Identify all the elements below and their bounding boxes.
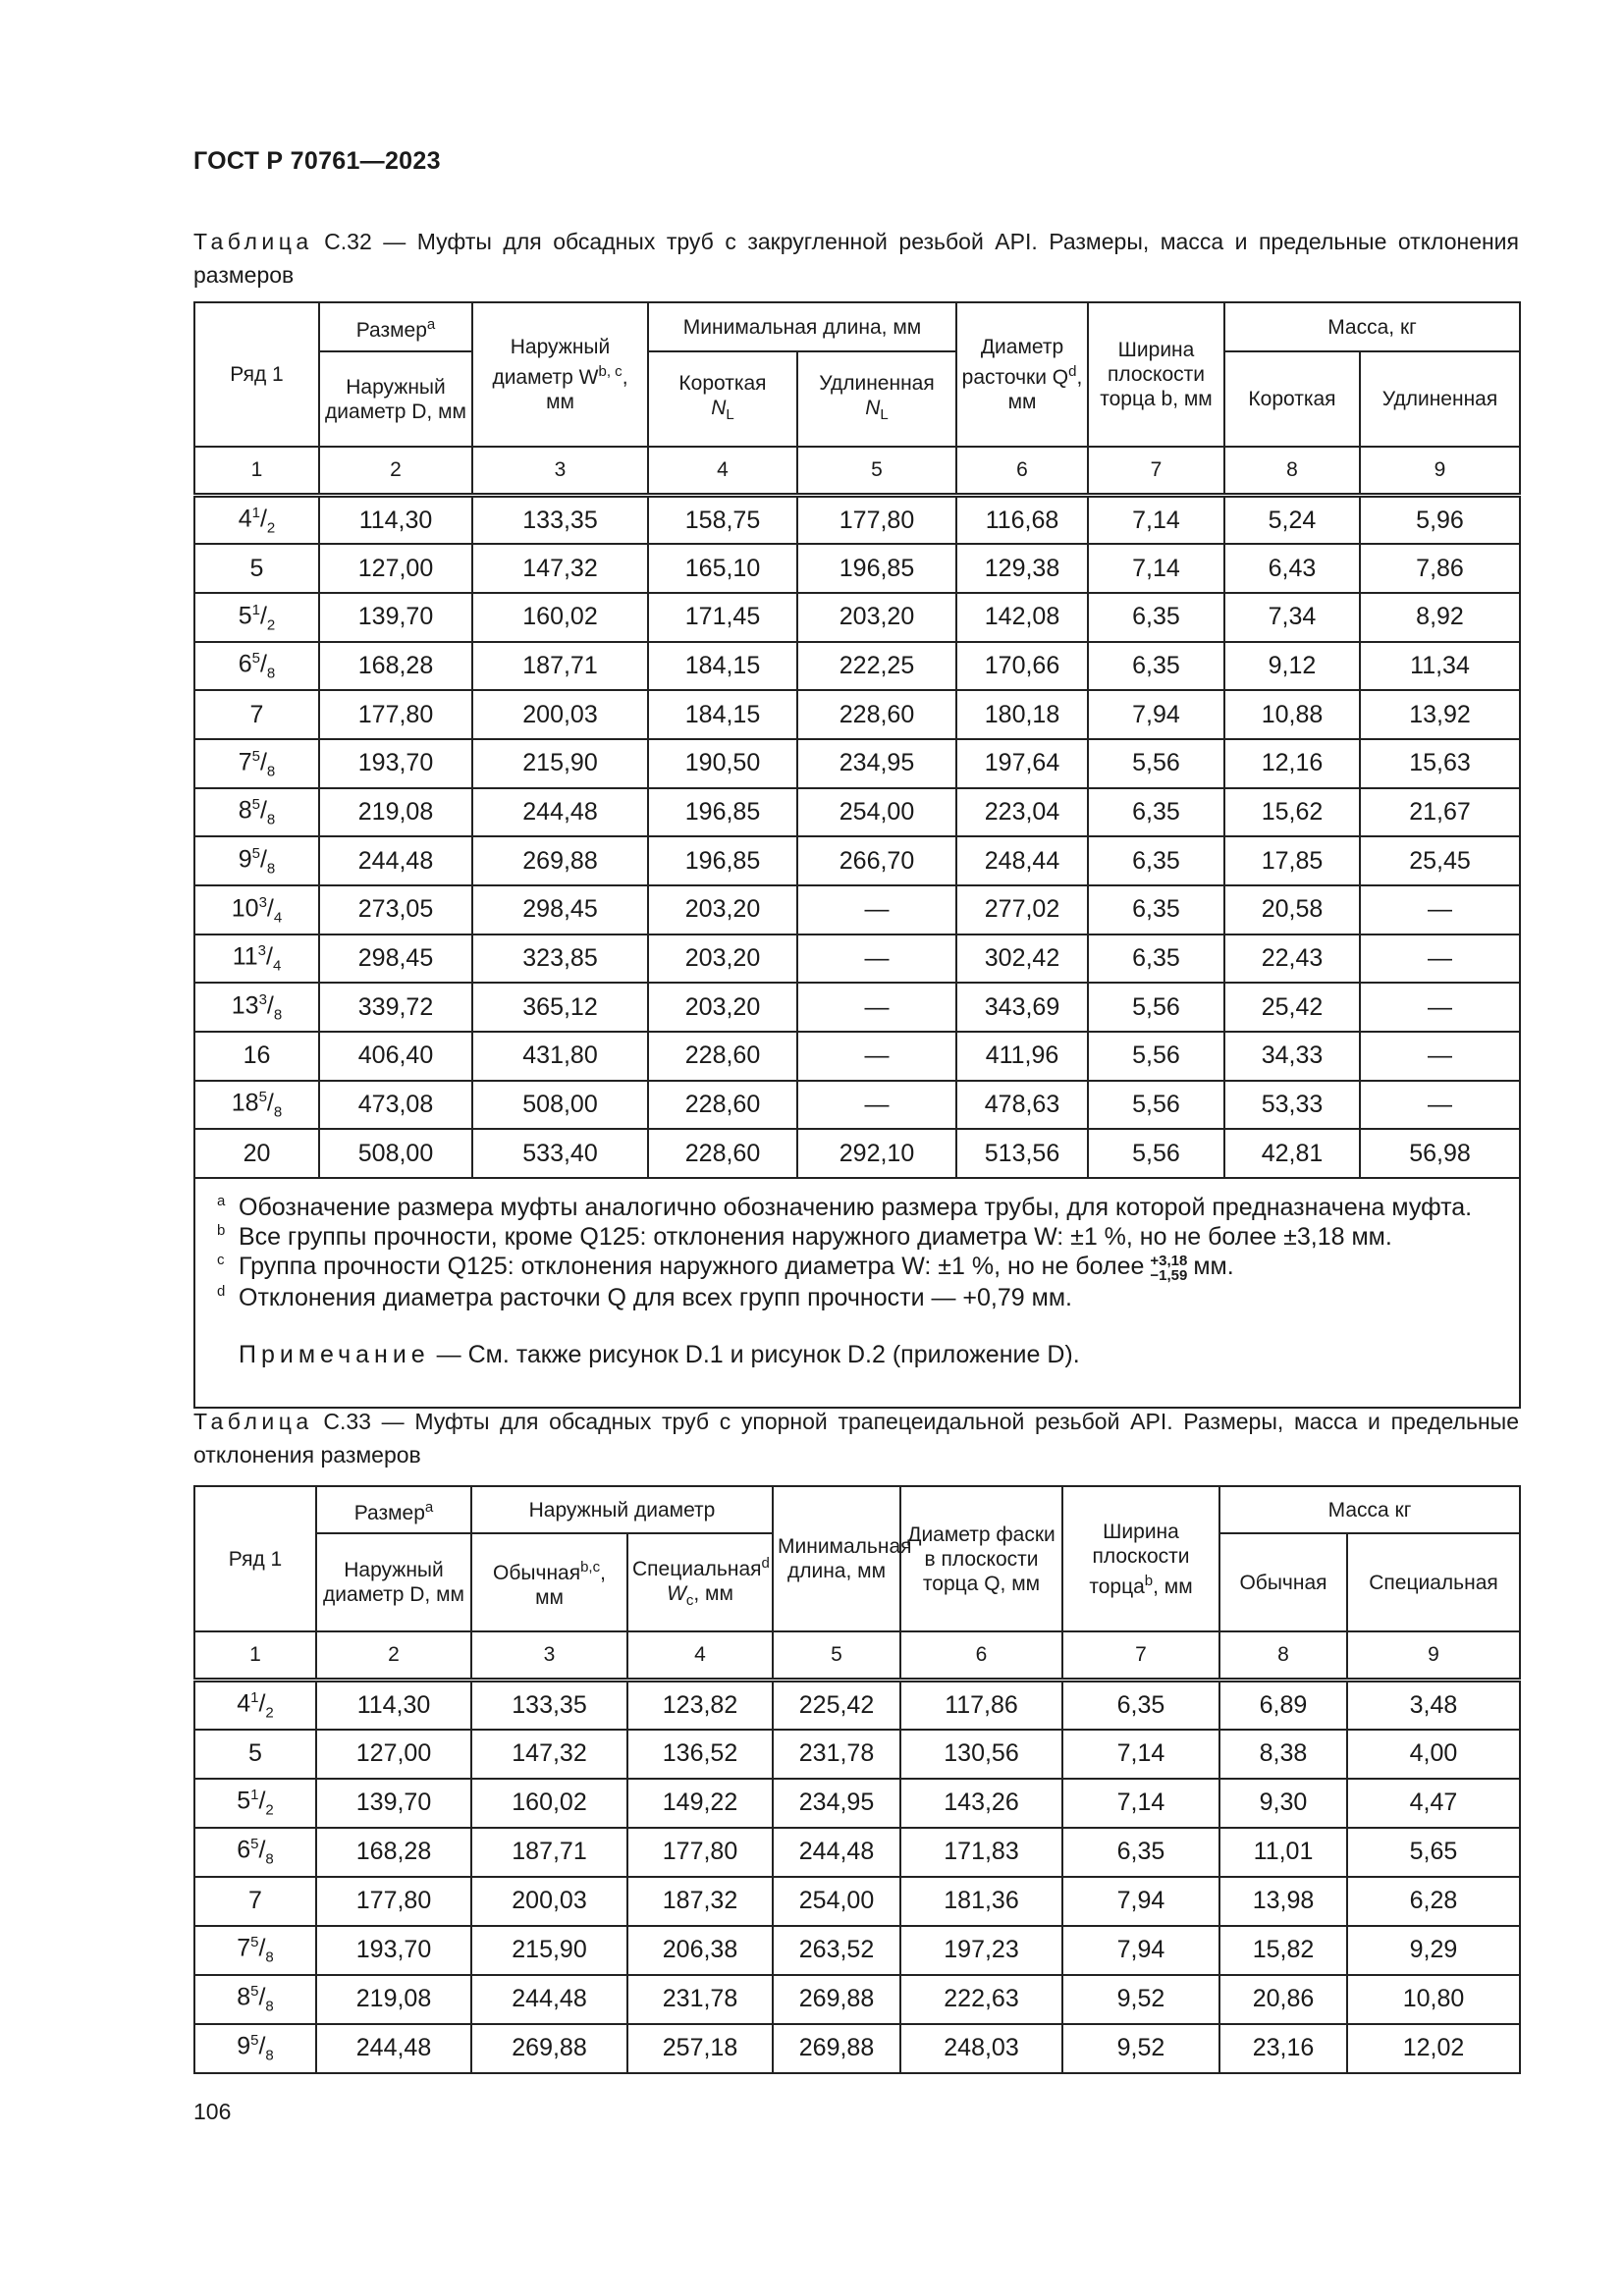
table-cell-col9: 5,65 bbox=[1347, 1828, 1520, 1877]
table-cell-col2: 406,40 bbox=[319, 1032, 472, 1081]
column-numbers-row bbox=[194, 447, 1520, 496]
header-min-length: Минимальная длина, мм bbox=[773, 1486, 900, 1631]
header-mass: Масса кг bbox=[1219, 1486, 1520, 1533]
col-number: 8 bbox=[1224, 447, 1360, 496]
footnote-d: d Отклонения диаметра расточки Q для всех групп прочности — +0,79 мм. bbox=[217, 1282, 1072, 1311]
table-cell-col7: 9,52 bbox=[1062, 2024, 1219, 2073]
table-cell-col6: 277,02 bbox=[956, 885, 1088, 934]
table-c32 bbox=[193, 301, 1521, 1409]
table-cell-col9: 9,29 bbox=[1347, 1926, 1520, 1975]
pipe-size-cell: $7^5/_8$ bbox=[194, 1926, 316, 1975]
table-cell-col4: 196,85 bbox=[648, 836, 797, 885]
header-length-long: Удлиненная $N_L$ bbox=[797, 351, 956, 447]
table-cell-col7: 9,52 bbox=[1062, 1975, 1219, 2024]
table-cell-col5: 234,95 bbox=[797, 739, 956, 788]
table-cell-col7: 5,56 bbox=[1088, 1081, 1224, 1130]
table-cell-col7: 6,35 bbox=[1062, 1828, 1219, 1877]
table-cell-col4: 206,38 bbox=[627, 1926, 773, 1975]
table-cell-col4: 184,15 bbox=[648, 690, 797, 739]
table-cell-col2: 114,30 bbox=[319, 496, 472, 545]
table-cell-col4: 231,78 bbox=[627, 1975, 773, 2024]
table-cell-col8: 6,43 bbox=[1224, 544, 1360, 593]
table-cell-col2: 219,08 bbox=[319, 788, 472, 837]
table-cell-col3: 365,12 bbox=[472, 983, 648, 1032]
table-cell-col9: 11,34 bbox=[1360, 642, 1520, 691]
table-cell-col4: 203,20 bbox=[648, 934, 797, 984]
footnote-b: b Все группы прочности, кроме Q125: отклонения наружного диаметра W: ±1 %, но не более ±3,18 мм. bbox=[217, 1222, 1392, 1252]
header-mass-regular: Обычная bbox=[1219, 1533, 1347, 1631]
table-cell-col3: 200,03 bbox=[471, 1877, 627, 1926]
table-cell-col6: 478,63 bbox=[956, 1081, 1088, 1130]
table-cell-col7: 6,35 bbox=[1088, 934, 1224, 984]
header-min-length: Минимальная длина, мм bbox=[648, 302, 956, 351]
table-cell-col9: 56,98 bbox=[1360, 1129, 1520, 1178]
table-cell-col9: — bbox=[1360, 1081, 1520, 1130]
table-cell-col2: 177,80 bbox=[319, 690, 472, 739]
table-cell-col8: 20,58 bbox=[1224, 885, 1360, 934]
table-cell-col7: 7,94 bbox=[1062, 1877, 1219, 1926]
table-cell-col6: 223,04 bbox=[956, 788, 1088, 837]
pipe-size-cell: $9^5/_8$ bbox=[194, 836, 319, 885]
col-number: 9 bbox=[1360, 447, 1520, 496]
pipe-size-cell: $6^5/_8$ bbox=[194, 1828, 316, 1877]
table-cell-col9: 7,86 bbox=[1360, 544, 1520, 593]
caption-label: Таблица bbox=[193, 229, 313, 254]
header-bore-diameter: Диаметр расточки $Q^d$, мм bbox=[956, 302, 1088, 447]
table-cell-col2: 193,70 bbox=[319, 739, 472, 788]
table-c32-footnotes bbox=[194, 1178, 1520, 1408]
table-cell-col8: 34,33 bbox=[1224, 1032, 1360, 1081]
pipe-size-cell: $13^3/_8$ bbox=[194, 983, 319, 1032]
table-cell-col6: 513,56 bbox=[956, 1129, 1088, 1178]
header-mass-long: Удлиненная bbox=[1360, 351, 1520, 447]
table-cell-col7: 7,14 bbox=[1062, 1730, 1219, 1779]
table-cell-col7: 5,56 bbox=[1088, 1129, 1224, 1178]
table-cell-col4: 177,80 bbox=[627, 1828, 773, 1877]
table-cell-col9: 5,96 bbox=[1360, 496, 1520, 545]
header-size: Размер$^a$ bbox=[316, 1486, 471, 1533]
pipe-size-cell: 16 bbox=[194, 1032, 319, 1081]
pipe-size-cell: $11^3/_4$ bbox=[194, 934, 319, 984]
table-cell-col2: 219,08 bbox=[316, 1975, 471, 2024]
table-cell-col9: 4,00 bbox=[1347, 1730, 1520, 1779]
table-cell-col5: 266,70 bbox=[797, 836, 956, 885]
table-row bbox=[194, 544, 1520, 593]
table-cell-col8: 23,16 bbox=[1219, 2024, 1347, 2073]
caption-label: Таблица bbox=[193, 1409, 313, 1434]
table-cell-col9: 3,48 bbox=[1347, 1681, 1520, 1730]
header-coupling-outer-diameter: Наружный диаметр bbox=[471, 1486, 773, 1533]
table-cell-col3: 244,48 bbox=[471, 1975, 627, 2024]
col-number: 7 bbox=[1062, 1631, 1219, 1681]
table-cell-col2: 168,28 bbox=[316, 1828, 471, 1877]
table-row bbox=[194, 496, 1520, 545]
table-cell-col4: 228,60 bbox=[648, 1081, 797, 1130]
table-cell-col7: 7,94 bbox=[1088, 690, 1224, 739]
table-cell-col6: 129,38 bbox=[956, 544, 1088, 593]
pipe-size-cell: $8^5/_8$ bbox=[194, 1975, 316, 2024]
table-cell-col8: 20,86 bbox=[1219, 1975, 1347, 2024]
table-cell-col6: 143,26 bbox=[900, 1779, 1062, 1828]
table-cell-col4: 136,52 bbox=[627, 1730, 773, 1779]
table-cell-col4: 228,60 bbox=[648, 1129, 797, 1178]
table-cell-col9: 15,63 bbox=[1360, 739, 1520, 788]
table-cell-col8: 6,89 bbox=[1219, 1681, 1347, 1730]
table-cell-col6: 180,18 bbox=[956, 690, 1088, 739]
table-row bbox=[194, 934, 1520, 984]
header-mass-short: Короткая bbox=[1224, 351, 1360, 447]
pipe-size-cell: 7 bbox=[194, 690, 319, 739]
table-note: Примечание — См. также рисунок D.1 и рисунок D.2 (приложение D). bbox=[239, 1340, 1080, 1368]
table-row bbox=[194, 1730, 1520, 1779]
table-row bbox=[194, 1032, 1520, 1081]
table-cell-col5: 203,20 bbox=[797, 593, 956, 642]
table-cell-col5: 177,80 bbox=[797, 496, 956, 545]
col-number: 6 bbox=[900, 1631, 1062, 1681]
table-cell-col2: 193,70 bbox=[316, 1926, 471, 1975]
table-cell-col4: 228,60 bbox=[648, 1032, 797, 1081]
table-cell-col2: 473,08 bbox=[319, 1081, 472, 1130]
table-cell-col2: 127,00 bbox=[319, 544, 472, 593]
page-number: 106 bbox=[193, 2099, 232, 2124]
table-cell-col2: 114,30 bbox=[316, 1681, 471, 1730]
pipe-size-cell: $10^3/_4$ bbox=[194, 885, 319, 934]
table-cell-col9: — bbox=[1360, 885, 1520, 934]
table-cell-col3: 533,40 bbox=[472, 1129, 648, 1178]
header-special: Специальная$^d$ $W_c$, мм bbox=[627, 1533, 773, 1631]
table-cell-col7: 5,56 bbox=[1088, 1032, 1224, 1081]
table-cell-col3: 160,02 bbox=[471, 1779, 627, 1828]
table-cell-col8: 9,30 bbox=[1219, 1779, 1347, 1828]
header-size: Размер$^a$ bbox=[319, 302, 472, 351]
table-cell-col8: 42,81 bbox=[1224, 1129, 1360, 1178]
header-face-width: Ширина плоскости торца$^b$, мм bbox=[1062, 1486, 1219, 1631]
table-cell-col5: 254,00 bbox=[797, 788, 956, 837]
table-cell-col2: 273,05 bbox=[319, 885, 472, 934]
tolerance-value: +3,18 −1,59 bbox=[1150, 1252, 1188, 1284]
pipe-size-cell: 5 bbox=[194, 544, 319, 593]
col-number: 4 bbox=[627, 1631, 773, 1681]
header-outer-diameter: Наружный диаметр D, мм bbox=[316, 1533, 471, 1631]
table-row bbox=[194, 1129, 1520, 1178]
table-cell-col5: — bbox=[797, 1081, 956, 1130]
table-row bbox=[194, 1081, 1520, 1130]
pipe-size-cell: $5^1/_2$ bbox=[194, 1779, 316, 1828]
table-cell-col8: 22,43 bbox=[1224, 934, 1360, 984]
table-cell-col3: 269,88 bbox=[472, 836, 648, 885]
pipe-size-cell: $9^5/_8$ bbox=[194, 2024, 316, 2073]
table-cell-col7: 7,94 bbox=[1062, 1926, 1219, 1975]
table-cell-col4: 149,22 bbox=[627, 1779, 773, 1828]
col-number: 6 bbox=[956, 447, 1088, 496]
table-cell-col9: — bbox=[1360, 934, 1520, 984]
table-row bbox=[194, 1828, 1520, 1877]
pipe-size-cell: $8^5/_8$ bbox=[194, 788, 319, 837]
pipe-size-cell: $18^5/_8$ bbox=[194, 1081, 319, 1130]
header-outer-diameter: Наружный диаметр D, мм bbox=[319, 351, 472, 447]
table-cell-col6: 343,69 bbox=[956, 983, 1088, 1032]
table-cell-col3: 187,71 bbox=[472, 642, 648, 691]
table-cell-col5: — bbox=[797, 885, 956, 934]
table-cell-col8: 53,33 bbox=[1224, 1081, 1360, 1130]
col-number: 1 bbox=[194, 447, 319, 496]
table-cell-col7: 7,14 bbox=[1088, 544, 1224, 593]
table-cell-col8: 8,38 bbox=[1219, 1730, 1347, 1779]
table-cell-col5: — bbox=[797, 983, 956, 1032]
table-cell-col9: 12,02 bbox=[1347, 2024, 1520, 2073]
table-cell-col8: 13,98 bbox=[1219, 1877, 1347, 1926]
table-cell-col7: 5,56 bbox=[1088, 983, 1224, 1032]
pipe-size-cell: $6^5/_8$ bbox=[194, 642, 319, 691]
table-row bbox=[194, 1975, 1520, 2024]
table-cell-col5: 196,85 bbox=[797, 544, 956, 593]
header-face-width: Ширина плоскости торца b, мм bbox=[1088, 302, 1224, 447]
table-cell-col5: 254,00 bbox=[773, 1877, 900, 1926]
table-cell-col2: 339,72 bbox=[319, 983, 472, 1032]
table-row bbox=[194, 788, 1520, 837]
table-cell-col6: 248,03 bbox=[900, 2024, 1062, 2073]
table-row bbox=[194, 885, 1520, 934]
table-cell-col5: 263,52 bbox=[773, 1926, 900, 1975]
table-cell-col5: 244,48 bbox=[773, 1828, 900, 1877]
table-cell-col3: 323,85 bbox=[472, 934, 648, 984]
table-cell-col4: 257,18 bbox=[627, 2024, 773, 2073]
table-cell-col4: 203,20 bbox=[648, 983, 797, 1032]
col-number: 4 bbox=[648, 447, 797, 496]
table-cell-col8: 5,24 bbox=[1224, 496, 1360, 545]
table-cell-col6: 302,42 bbox=[956, 934, 1088, 984]
header-length-short: Короткая $N_L$ bbox=[648, 351, 797, 447]
table-cell-col3: 431,80 bbox=[472, 1032, 648, 1081]
table-cell-col5: 269,88 bbox=[773, 2024, 900, 2073]
table-cell-col3: 133,35 bbox=[472, 496, 648, 545]
table-cell-col2: 177,80 bbox=[316, 1877, 471, 1926]
table-cell-col7: 6,35 bbox=[1088, 836, 1224, 885]
table-cell-col9: 6,28 bbox=[1347, 1877, 1520, 1926]
table-cell-col9: — bbox=[1360, 1032, 1520, 1081]
table-cell-col6: 130,56 bbox=[900, 1730, 1062, 1779]
table-cell-col4: 123,82 bbox=[627, 1681, 773, 1730]
table-cell-col7: 6,35 bbox=[1088, 642, 1224, 691]
table-caption-c32 bbox=[193, 225, 1519, 292]
table-cell-col6: 411,96 bbox=[956, 1032, 1088, 1081]
table-cell-col6: 181,36 bbox=[900, 1877, 1062, 1926]
table-cell-col7: 6,35 bbox=[1088, 885, 1224, 934]
header-coupling-outer-diameter: Наружный диаметр W$^{b, c}$, мм bbox=[472, 302, 648, 447]
caption-text: С.33 — Муфты для обсадных труб с упорной трапецеидальной резьбой API. Размеры, масса и предельные отклонения размеров bbox=[193, 1409, 1519, 1468]
table-cell-col3: 187,71 bbox=[471, 1828, 627, 1877]
col-number: 7 bbox=[1088, 447, 1224, 496]
pipe-size-cell: $7^5/_8$ bbox=[194, 739, 319, 788]
table-cell-col8: 12,16 bbox=[1224, 739, 1360, 788]
col-number: 3 bbox=[471, 1631, 627, 1681]
table-cell-col8: 9,12 bbox=[1224, 642, 1360, 691]
table-cell-col7: 7,14 bbox=[1062, 1779, 1219, 1828]
table-cell-col4: 165,10 bbox=[648, 544, 797, 593]
table-cell-col2: 244,48 bbox=[319, 836, 472, 885]
pipe-size-cell: $5^1/_2$ bbox=[194, 593, 319, 642]
table-cell-col4: 203,20 bbox=[648, 885, 797, 934]
table-row bbox=[194, 1926, 1520, 1975]
table-row bbox=[194, 983, 1520, 1032]
table-cell-col6: 142,08 bbox=[956, 593, 1088, 642]
table-cell-col7: 7,14 bbox=[1088, 496, 1224, 545]
col-number: 2 bbox=[316, 1631, 471, 1681]
table-cell-col8: 10,88 bbox=[1224, 690, 1360, 739]
table-cell-col5: 222,25 bbox=[797, 642, 956, 691]
table-cell-col8: 25,42 bbox=[1224, 983, 1360, 1032]
table-cell-col3: 298,45 bbox=[472, 885, 648, 934]
col-number: 3 bbox=[472, 447, 648, 496]
table-cell-col3: 244,48 bbox=[472, 788, 648, 837]
table-cell-col3: 147,32 bbox=[472, 544, 648, 593]
table-cell-col6: 197,64 bbox=[956, 739, 1088, 788]
header-mass: Масса, кг bbox=[1224, 302, 1520, 351]
table-cell-col8: 15,82 bbox=[1219, 1926, 1347, 1975]
table-row bbox=[194, 1877, 1520, 1926]
footnote-a: a Обозначение размера муфты аналогично обозначению размера трубы, для которой предназначена муфта. bbox=[217, 1193, 1473, 1222]
table-cell-col4: 158,75 bbox=[648, 496, 797, 545]
table-cell-col5: — bbox=[797, 934, 956, 984]
table-cell-col4: 187,32 bbox=[627, 1877, 773, 1926]
table-cell-col5: 225,42 bbox=[773, 1681, 900, 1730]
table-cell-col2: 168,28 bbox=[319, 642, 472, 691]
col-number: 2 bbox=[319, 447, 472, 496]
table-cell-col3: 200,03 bbox=[472, 690, 648, 739]
header-chamfer-diameter: Диаметр фаски в плоскости торца Q, мм bbox=[900, 1486, 1062, 1631]
table-cell-col3: 160,02 bbox=[472, 593, 648, 642]
table-cell-col8: 17,85 bbox=[1224, 836, 1360, 885]
table-cell-col2: 139,70 bbox=[319, 593, 472, 642]
table-row bbox=[194, 1681, 1520, 1730]
table-cell-col7: 6,35 bbox=[1088, 593, 1224, 642]
table-cell-col9: 8,92 bbox=[1360, 593, 1520, 642]
table-cell-col6: 116,68 bbox=[956, 496, 1088, 545]
table-cell-col6: 222,63 bbox=[900, 1975, 1062, 2024]
table-cell-col5: 231,78 bbox=[773, 1730, 900, 1779]
table-cell-col5: 269,88 bbox=[773, 1975, 900, 2024]
table-cell-col7: 5,56 bbox=[1088, 739, 1224, 788]
table-cell-col5: 234,95 bbox=[773, 1779, 900, 1828]
table-row bbox=[194, 2024, 1520, 2073]
pipe-size-cell: $4^1/_2$ bbox=[194, 1681, 316, 1730]
header-row-label: Ряд 1 bbox=[194, 1486, 316, 1631]
col-number: 5 bbox=[797, 447, 956, 496]
caption-text: С.32 — Муфты для обсадных труб с закругленной резьбой API. Размеры, масса и предельные отклонения размеров bbox=[193, 229, 1519, 288]
table-row bbox=[194, 1779, 1520, 1828]
col-number: 9 bbox=[1347, 1631, 1520, 1681]
table-row bbox=[194, 593, 1520, 642]
table-cell-col2: 244,48 bbox=[316, 2024, 471, 2073]
table-cell-col8: 11,01 bbox=[1219, 1828, 1347, 1877]
document-id: ГОСТ Р 70761—2023 bbox=[193, 147, 441, 175]
table-cell-col9: 25,45 bbox=[1360, 836, 1520, 885]
table-row bbox=[194, 642, 1520, 691]
pipe-size-cell: 7 bbox=[194, 1877, 316, 1926]
table-cell-col9: 21,67 bbox=[1360, 788, 1520, 837]
table-row bbox=[194, 836, 1520, 885]
column-numbers-row bbox=[194, 1631, 1520, 1681]
table-cell-col3: 508,00 bbox=[472, 1081, 648, 1130]
table-cell-col8: 7,34 bbox=[1224, 593, 1360, 642]
col-number: 8 bbox=[1219, 1631, 1347, 1681]
table-cell-col5: 228,60 bbox=[797, 690, 956, 739]
table-c33 bbox=[193, 1485, 1521, 2074]
table-cell-col4: 196,85 bbox=[648, 788, 797, 837]
table-cell-col6: 170,66 bbox=[956, 642, 1088, 691]
table-cell-col6: 117,86 bbox=[900, 1681, 1062, 1730]
table-caption-c33 bbox=[193, 1405, 1519, 1471]
table-cell-col3: 215,90 bbox=[471, 1926, 627, 1975]
header-regular: Обычная$^{b,c}$, мм bbox=[471, 1533, 627, 1631]
footnote-c: c Группа прочности Q125: отклонения наружного диаметра W: ±1 %, но не более +3,18 −1,59 мм. bbox=[217, 1252, 1234, 1284]
pipe-size-cell: $4^1/_2$ bbox=[194, 496, 319, 545]
table-cell-col5: — bbox=[797, 1032, 956, 1081]
table-cell-col4: 184,15 bbox=[648, 642, 797, 691]
table-cell-col2: 127,00 bbox=[316, 1730, 471, 1779]
pipe-size-cell: 5 bbox=[194, 1730, 316, 1779]
table-cell-col9: — bbox=[1360, 983, 1520, 1032]
table-cell-col9: 4,47 bbox=[1347, 1779, 1520, 1828]
table-cell-col3: 215,90 bbox=[472, 739, 648, 788]
col-number: 5 bbox=[773, 1631, 900, 1681]
table-cell-col2: 298,45 bbox=[319, 934, 472, 984]
table-cell-col4: 190,50 bbox=[648, 739, 797, 788]
table-row bbox=[194, 690, 1520, 739]
table-cell-col7: 6,35 bbox=[1088, 788, 1224, 837]
table-cell-col4: 171,45 bbox=[648, 593, 797, 642]
table-cell-col2: 508,00 bbox=[319, 1129, 472, 1178]
table-cell-col9: 13,92 bbox=[1360, 690, 1520, 739]
table-cell-col9: 10,80 bbox=[1347, 1975, 1520, 2024]
pipe-size-cell: 20 bbox=[194, 1129, 319, 1178]
table-cell-col3: 269,88 bbox=[471, 2024, 627, 2073]
table-cell-col5: 292,10 bbox=[797, 1129, 956, 1178]
table-cell-col3: 133,35 bbox=[471, 1681, 627, 1730]
table-cell-col3: 147,32 bbox=[471, 1730, 627, 1779]
table-cell-col2: 139,70 bbox=[316, 1779, 471, 1828]
table-cell-col7: 6,35 bbox=[1062, 1681, 1219, 1730]
table-row bbox=[194, 739, 1520, 788]
header-mass-special: Специальная bbox=[1347, 1533, 1520, 1631]
table-cell-col8: 15,62 bbox=[1224, 788, 1360, 837]
table-cell-col6: 248,44 bbox=[956, 836, 1088, 885]
table-cell-col6: 171,83 bbox=[900, 1828, 1062, 1877]
header-row-label: Ряд 1 bbox=[194, 302, 319, 447]
col-number: 1 bbox=[194, 1631, 316, 1681]
table-cell-col6: 197,23 bbox=[900, 1926, 1062, 1975]
